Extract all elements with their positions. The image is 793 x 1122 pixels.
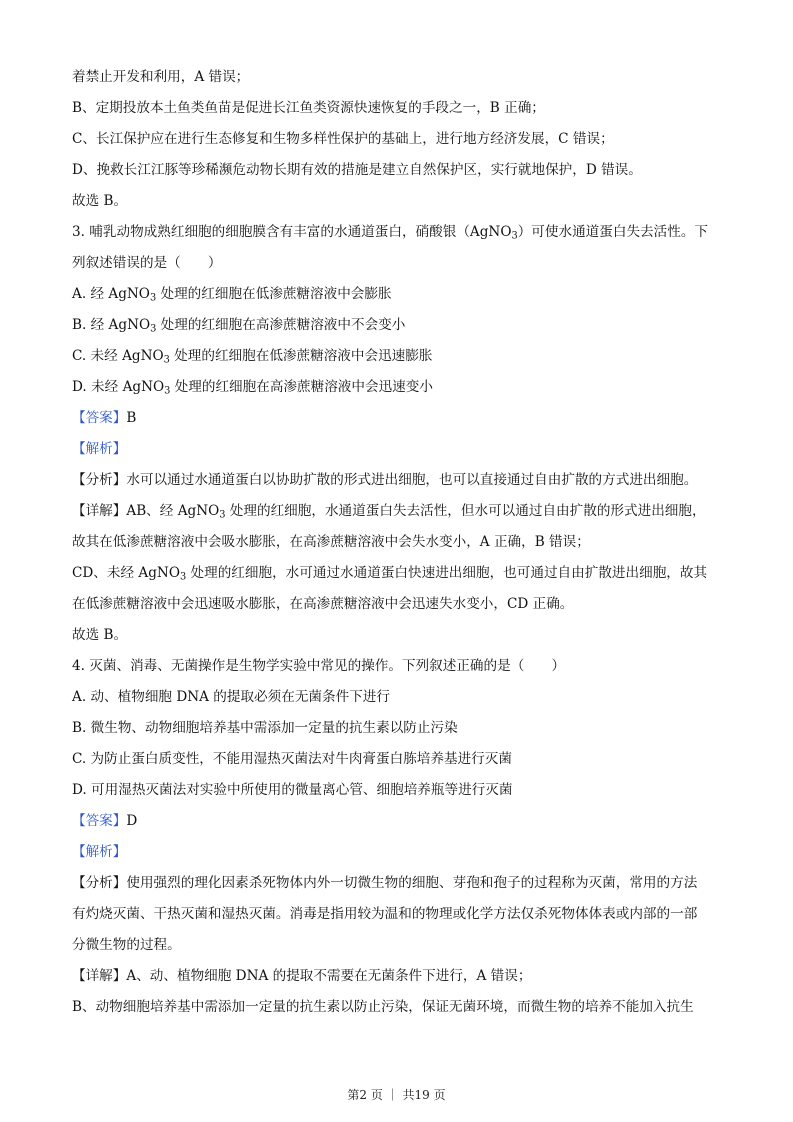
text-line: [72, 248, 722, 279]
text-line: [72, 713, 722, 744]
line-text: D、挽救长江江豚等珍稀濒危动物长期有效的措施是建立自然保护区，实行就地保护，D 错误。: [72, 162, 642, 178]
line-text: 4. 灭菌、消毒、无菌操作是生物学实验中常见的操作。下列叙述正确的是（ ）: [72, 658, 566, 674]
text-line: [72, 341, 722, 372]
section-tag: 【答案】: [72, 813, 127, 829]
line-text: 3. 哺乳动物成熟红细胞的细胞膜含有丰富的水通道蛋白，硝酸银（AgNO: [72, 224, 512, 240]
subscript: 3: [511, 230, 518, 242]
page-footer: 第2 页 ｜ 共19 页: [347, 1088, 446, 1102]
text-line: [72, 961, 722, 992]
line-text: B. 经 AgNO: [72, 317, 151, 333]
text-line: [72, 279, 722, 310]
text-line: [72, 403, 722, 434]
line-text: 【详解】AB、经 AgNO: [72, 503, 220, 519]
section-tag: 【解析】: [72, 441, 127, 457]
line-text: 【详解】A、动、植物细胞 DNA 的提取不需要在无菌条件下进行，A 错误；: [72, 968, 532, 984]
text-line: [72, 372, 722, 403]
line-text: C. 为防止蛋白质变性，不能用湿热灭菌法对牛肉膏蛋白胨培养基进行灭菌: [72, 751, 512, 767]
line-text: D: [126, 813, 138, 829]
text-line: [72, 310, 722, 341]
line-text: C. 未经 AgNO: [72, 348, 164, 364]
subscript: 3: [164, 385, 171, 397]
line-text: 分微生物的过程。: [72, 937, 181, 953]
line-text: D. 未经 AgNO: [72, 379, 165, 395]
line-text: 处理的红细胞在低渗蔗糖溶液中会迅速膨胀: [169, 348, 433, 364]
line-text: 处理的红细胞，水可通过水通道蛋白快速进出细胞，也可通过自由扩散进出细胞，故其: [186, 565, 708, 581]
line-text: 处理的红细胞在高渗蔗糖溶液中不会变小: [156, 317, 406, 333]
text-line: [72, 527, 722, 558]
subscript: 3: [219, 509, 226, 521]
text-line: [72, 496, 722, 527]
text-line: [72, 155, 722, 186]
line-text: C、长江保护应在进行生态修复和生物多样性保护的基础上，进行地方经济发展，C 错误；: [72, 131, 614, 147]
line-text: 处理的红细胞，水通道蛋白失去活性，但水可以通过自由扩散的形式进出细胞，: [225, 503, 706, 519]
text-line: [72, 992, 722, 1023]
text-line: [72, 186, 722, 217]
text-line: [72, 651, 722, 682]
text-line: [72, 124, 722, 155]
text-line: [72, 899, 722, 930]
line-text: CD、未经 AgNO: [72, 565, 180, 581]
line-text: B. 微生物、动物细胞培养基中需添加一定量的抗生素以防止污染: [72, 720, 458, 736]
line-text: ）可使水通道蛋白失去活性。下: [517, 224, 709, 240]
section-tag: 【答案】: [72, 410, 127, 426]
line-text: 【分析】水可以通过水通道蛋白以协助扩散的形式进出细胞，也可以直接通过自由扩散的方式进出细胞。: [72, 472, 698, 488]
line-text: 处理的红细胞在高渗蔗糖溶液中会迅速变小: [170, 379, 433, 395]
text-line: [72, 620, 722, 651]
line-text: D. 可用湿热灭菌法对实验中所使用的微量离心管、细胞培养瓶等进行灭菌: [72, 782, 513, 798]
text-line: [72, 558, 722, 589]
line-text: 【分析】使用强烈的理化因素杀死物体内外一切微生物的细胞、芽孢和孢子的过程称为灭菌，常用的方法: [72, 875, 698, 891]
text-line: [72, 62, 722, 93]
document-body: [72, 62, 722, 1023]
text-line: [72, 744, 722, 775]
line-text: 列叙述错误的是（ ）: [72, 255, 222, 271]
text-line: [72, 217, 722, 248]
text-line: [72, 837, 722, 868]
text-line: [72, 434, 722, 465]
text-line: [72, 775, 722, 806]
line-text: 着禁止开发和利用，A 错误；: [72, 69, 250, 85]
text-line: [72, 465, 722, 496]
subscript: 3: [163, 354, 170, 366]
text-line: [72, 589, 722, 620]
subscript: 3: [179, 571, 187, 583]
line-text: 故选 B。: [72, 193, 128, 209]
line-text: A. 动、植物细胞 DNA 的提取必须在无菌条件下进行: [72, 689, 390, 705]
line-text: 有灼烧灭菌、干热灭菌和湿热灭菌。消毒是指用较为温和的物理或化学方法仅杀死物体体表或内部的一部: [72, 906, 698, 922]
line-text: 故其在低渗蔗糖溶液中会吸水膨胀，在高渗蔗糖溶液中会失水变小，A 正确，B 错误；: [72, 534, 590, 550]
text-line: [72, 930, 722, 961]
text-line: [72, 806, 722, 837]
line-text: B、定期投放本土鱼类鱼苗是促进长江鱼类资源快速恢复的手段之一，B 正确；: [72, 100, 545, 116]
line-text: 故选 B。: [72, 627, 128, 643]
subscript: 3: [149, 292, 157, 304]
subscript: 3: [150, 323, 157, 335]
text-line: [72, 868, 722, 899]
line-text: B、动物细胞培养基中需添加一定量的抗生素以防止污染，保证无菌环境，而微生物的培养不能加入抗生: [72, 999, 694, 1015]
section-tag: 【解析】: [72, 844, 127, 860]
text-line: [72, 682, 722, 713]
line-text: A. 经 AgNO: [72, 286, 150, 302]
line-text: B: [126, 410, 137, 426]
line-text: 在低渗蔗糖溶液中会迅速吸水膨胀，在高渗蔗糖溶液中会迅速失水变小，CD 正确。: [72, 596, 574, 612]
line-text: 处理的红细胞在低渗蔗糖溶液中会膨胀: [156, 286, 392, 302]
text-line: [72, 93, 722, 124]
